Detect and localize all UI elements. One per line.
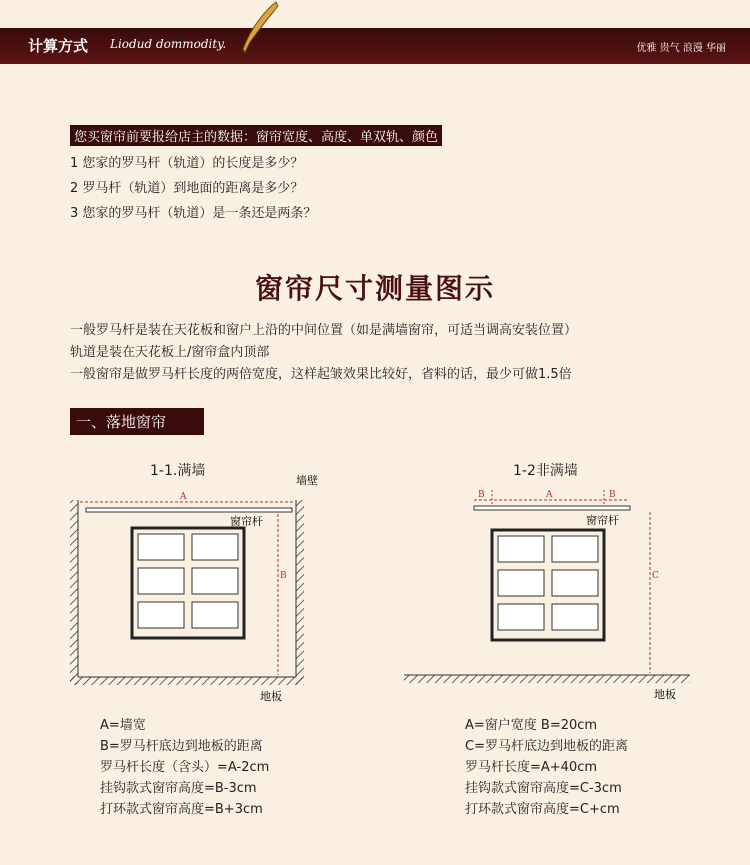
main-title: 窗帘尺寸测量图示	[254, 272, 495, 305]
window	[132, 528, 244, 638]
note-4: 挂钩款式窗帘高度=B-3cm	[100, 781, 257, 796]
label-rod-2: 窗帘杆	[586, 514, 619, 527]
question-2: 2 罗马杆（轨道）到地面的距离是多少？	[70, 181, 304, 196]
header-subtitle: Liodud dommodity.	[110, 37, 227, 51]
diagram-1-title: 1-1.满墙	[150, 463, 206, 479]
description	[70, 320, 577, 386]
note-5: 打环款式窗帘高度=B+3cm	[100, 802, 263, 817]
window-2	[492, 530, 604, 640]
question-3: 3 您家的罗马杆（轨道）是一条还是两条？	[70, 206, 317, 221]
diagram-1-notes	[100, 715, 269, 820]
label-a-2: A	[546, 490, 553, 500]
description-line-1: 一般罗马杆是装在天花板和窗户上沿的中间位置（如是满墙窗帘，可适当调高安装位置）	[70, 323, 578, 338]
label-b-left: B	[478, 490, 485, 500]
description-line-3: 一般窗帘是做罗马杆长度的两倍宽度，这样起皱效果比较好，省料的话，最少可做1.5倍	[70, 367, 572, 382]
intro-heading: 您买窗帘前要报给店主的数据：窗帘宽度、高度、单双轨、颜色	[70, 125, 442, 146]
floor	[70, 677, 304, 685]
header-bar	[0, 28, 750, 64]
section-heading: 一、落地窗帘	[70, 408, 204, 435]
label-a: A	[180, 492, 187, 502]
diagram-non-full-wall	[400, 480, 700, 705]
note-3: 罗马杆长度（含头）=A-2cm	[100, 760, 270, 775]
note-1: A=墙宽	[100, 718, 146, 733]
curtain-rod-2	[474, 506, 630, 510]
label-b-right: B	[609, 490, 616, 500]
note-2-4: 挂钩款式窗帘高度=C-3cm	[465, 781, 622, 796]
description-line-2: 轨道是装在天花板上/窗帘盒内顶部	[70, 345, 270, 360]
diagram-2-notes	[465, 715, 628, 820]
note-2-1: A=窗户宽度 B=20cm	[465, 718, 598, 733]
diagram-2-title: 1-2非满墙	[513, 463, 578, 479]
question-1: 1 您家的罗马杆（轨道）的长度是多少？	[70, 156, 304, 171]
diagram-full-wall	[60, 470, 330, 705]
label-wall: 墙壁	[296, 474, 318, 487]
curtain-rod	[86, 508, 292, 512]
label-rod: 窗帘杆	[230, 515, 263, 528]
note-2-5: 打环款式窗帘高度=C+cm	[465, 802, 620, 817]
right-wall	[296, 500, 304, 685]
header-title: 计算方式	[28, 37, 89, 55]
label-floor-2: 地板	[654, 688, 676, 701]
note-2-2: C=罗马杆底边到地板的距离	[465, 739, 628, 754]
floor-2	[404, 675, 690, 683]
label-floor: 地板	[260, 690, 282, 703]
header-tagline: 优雅 贵气 浪漫 华丽	[636, 43, 726, 54]
intro-block	[70, 125, 690, 221]
left-wall	[70, 500, 78, 685]
quill-pen-icon	[232, 0, 282, 62]
note-2: B=罗马杆底边到地板的距离	[100, 739, 263, 754]
label-b: B	[280, 571, 287, 581]
label-c: C	[652, 571, 659, 581]
note-2-3: 罗马杆长度=A+40cm	[465, 760, 598, 775]
